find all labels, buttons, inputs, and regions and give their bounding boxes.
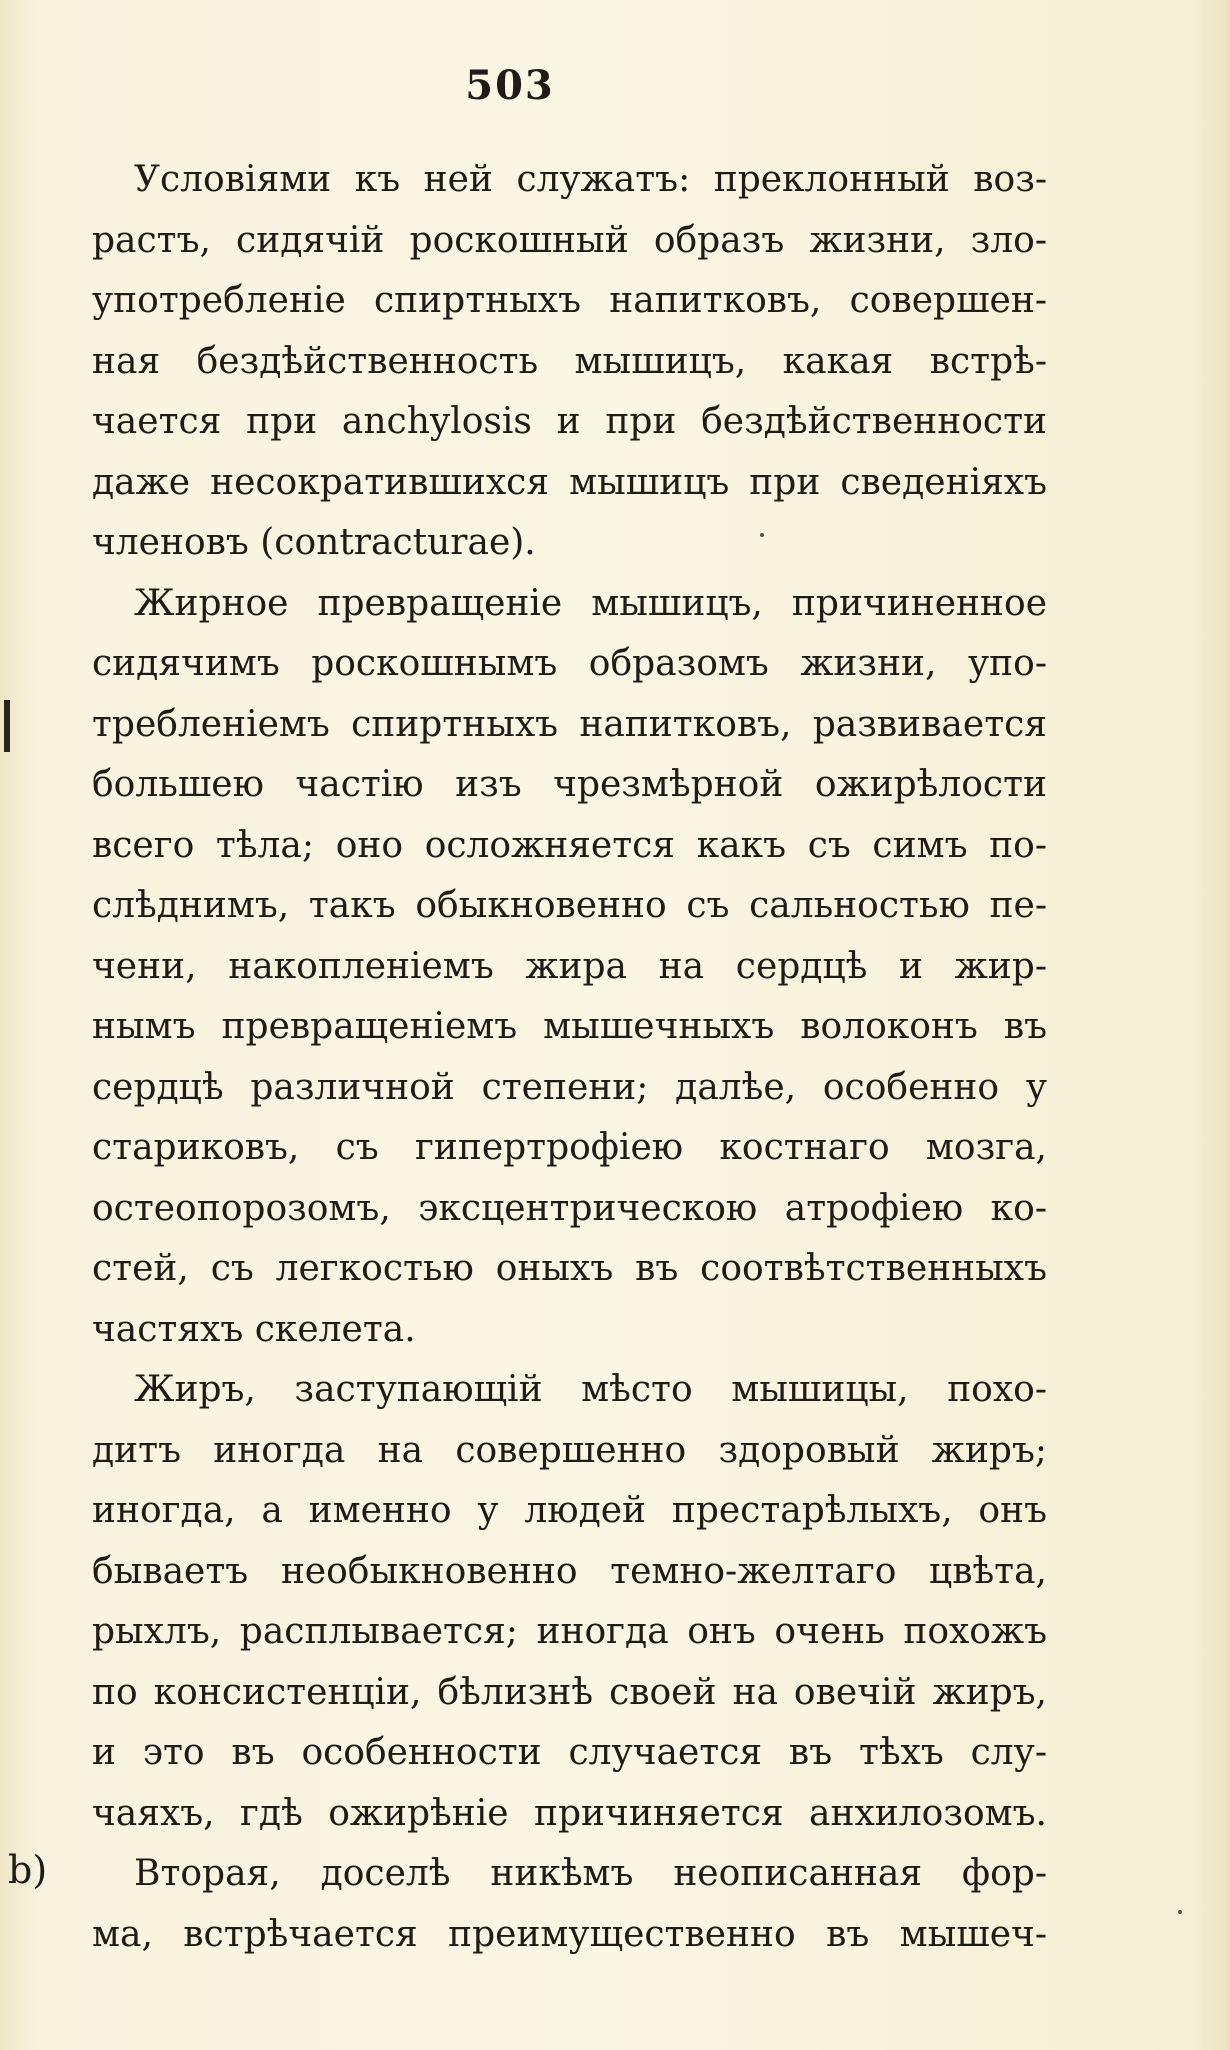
text-line: остеопорозомъ, эксцентрическою атрофіею ко- — [92, 1187, 1047, 1229]
text-line: и это въ особенности случается въ тѣхъ слу- — [92, 1732, 1047, 1773]
text-line: сердцѣ различной степени; далѣе, особенно у — [92, 1066, 1047, 1108]
text-line: рыхлъ, расплывается; иногда онъ очень похожъ — [92, 1611, 1047, 1652]
text-line: стариковъ, съ гипертрофіею костнаго мозга, — [92, 1127, 1047, 1168]
text-line: употребленіе спиртныхъ напитковъ, совершен- — [92, 280, 1047, 321]
text-line: частяхъ скелета. — [92, 1308, 416, 1350]
text-line: бываетъ необыкновенно темно-желтаго цвѣта, — [92, 1550, 1047, 1592]
list-marker: b) — [8, 1848, 48, 1892]
text-line: нымъ превращеніемъ мышечныхъ волоконъ въ — [92, 1006, 1047, 1047]
text-line: членовъ (contracturae). — [92, 522, 536, 563]
margin-mark — [4, 700, 10, 752]
text-line: Условіями къ ней служатъ: преклонный воз- — [134, 159, 1047, 200]
text-line: сидячимъ роскошнымъ образомъ жизни, упо- — [92, 643, 1047, 684]
text-line: требленіемъ спиртныхъ напитковъ, развивается — [92, 703, 1047, 745]
paper-speck — [760, 533, 764, 537]
text-line: Вторая, доселѣ никѣмъ неописанная фор- — [134, 1853, 1047, 1894]
paper-speck — [1178, 1910, 1182, 1914]
text-line: по консистенціи, бѣлизнѣ своей на овечій жиръ, — [92, 1671, 1047, 1713]
text-line: даже несократившихся мышицъ при сведеніяхъ — [92, 461, 1047, 503]
text-line: ная бездѣйственность мышицъ, какая встрѣ- — [92, 340, 1047, 382]
text-line: чаяхъ, гдѣ ожирѣніе причиняется анхилозомъ. — [92, 1792, 1047, 1834]
text-line: чени, накопленіемъ жира на сердцѣ и жир- — [92, 945, 1047, 987]
text-line: стей, съ легкостью оныхъ въ соотвѣтственныхъ — [92, 1248, 1047, 1289]
text-line: Жиръ, заступающій мѣсто мышицы, похо- — [134, 1369, 1047, 1410]
text-line: растъ, сидячій роскошный образъ жизни, зло- — [92, 219, 1047, 261]
text-line: большею частію изъ чрезмѣрной ожирѣлости — [92, 764, 1047, 805]
text-line: иногда, а именно у людей престарѣлыхъ, онъ — [92, 1490, 1047, 1531]
body-text — [92, 150, 1047, 1965]
text-line: всего тѣла; оно осложняется какъ съ симъ по- — [92, 824, 1047, 866]
text-line: дитъ иногда на совершенно здоровый жиръ; — [92, 1429, 1047, 1471]
page-number: 503 — [465, 62, 555, 109]
text-line: слѣднимъ, такъ обыкновенно съ сальностью пе- — [92, 885, 1047, 926]
text-line: Жирное превращеніе мышицъ, причиненное — [134, 582, 1047, 624]
text-line: ма, встрѣчается преимущественно въ мышеч- — [92, 1913, 1047, 1955]
text-line: чается при anchylosis и при бездѣйственности — [92, 401, 1047, 442]
